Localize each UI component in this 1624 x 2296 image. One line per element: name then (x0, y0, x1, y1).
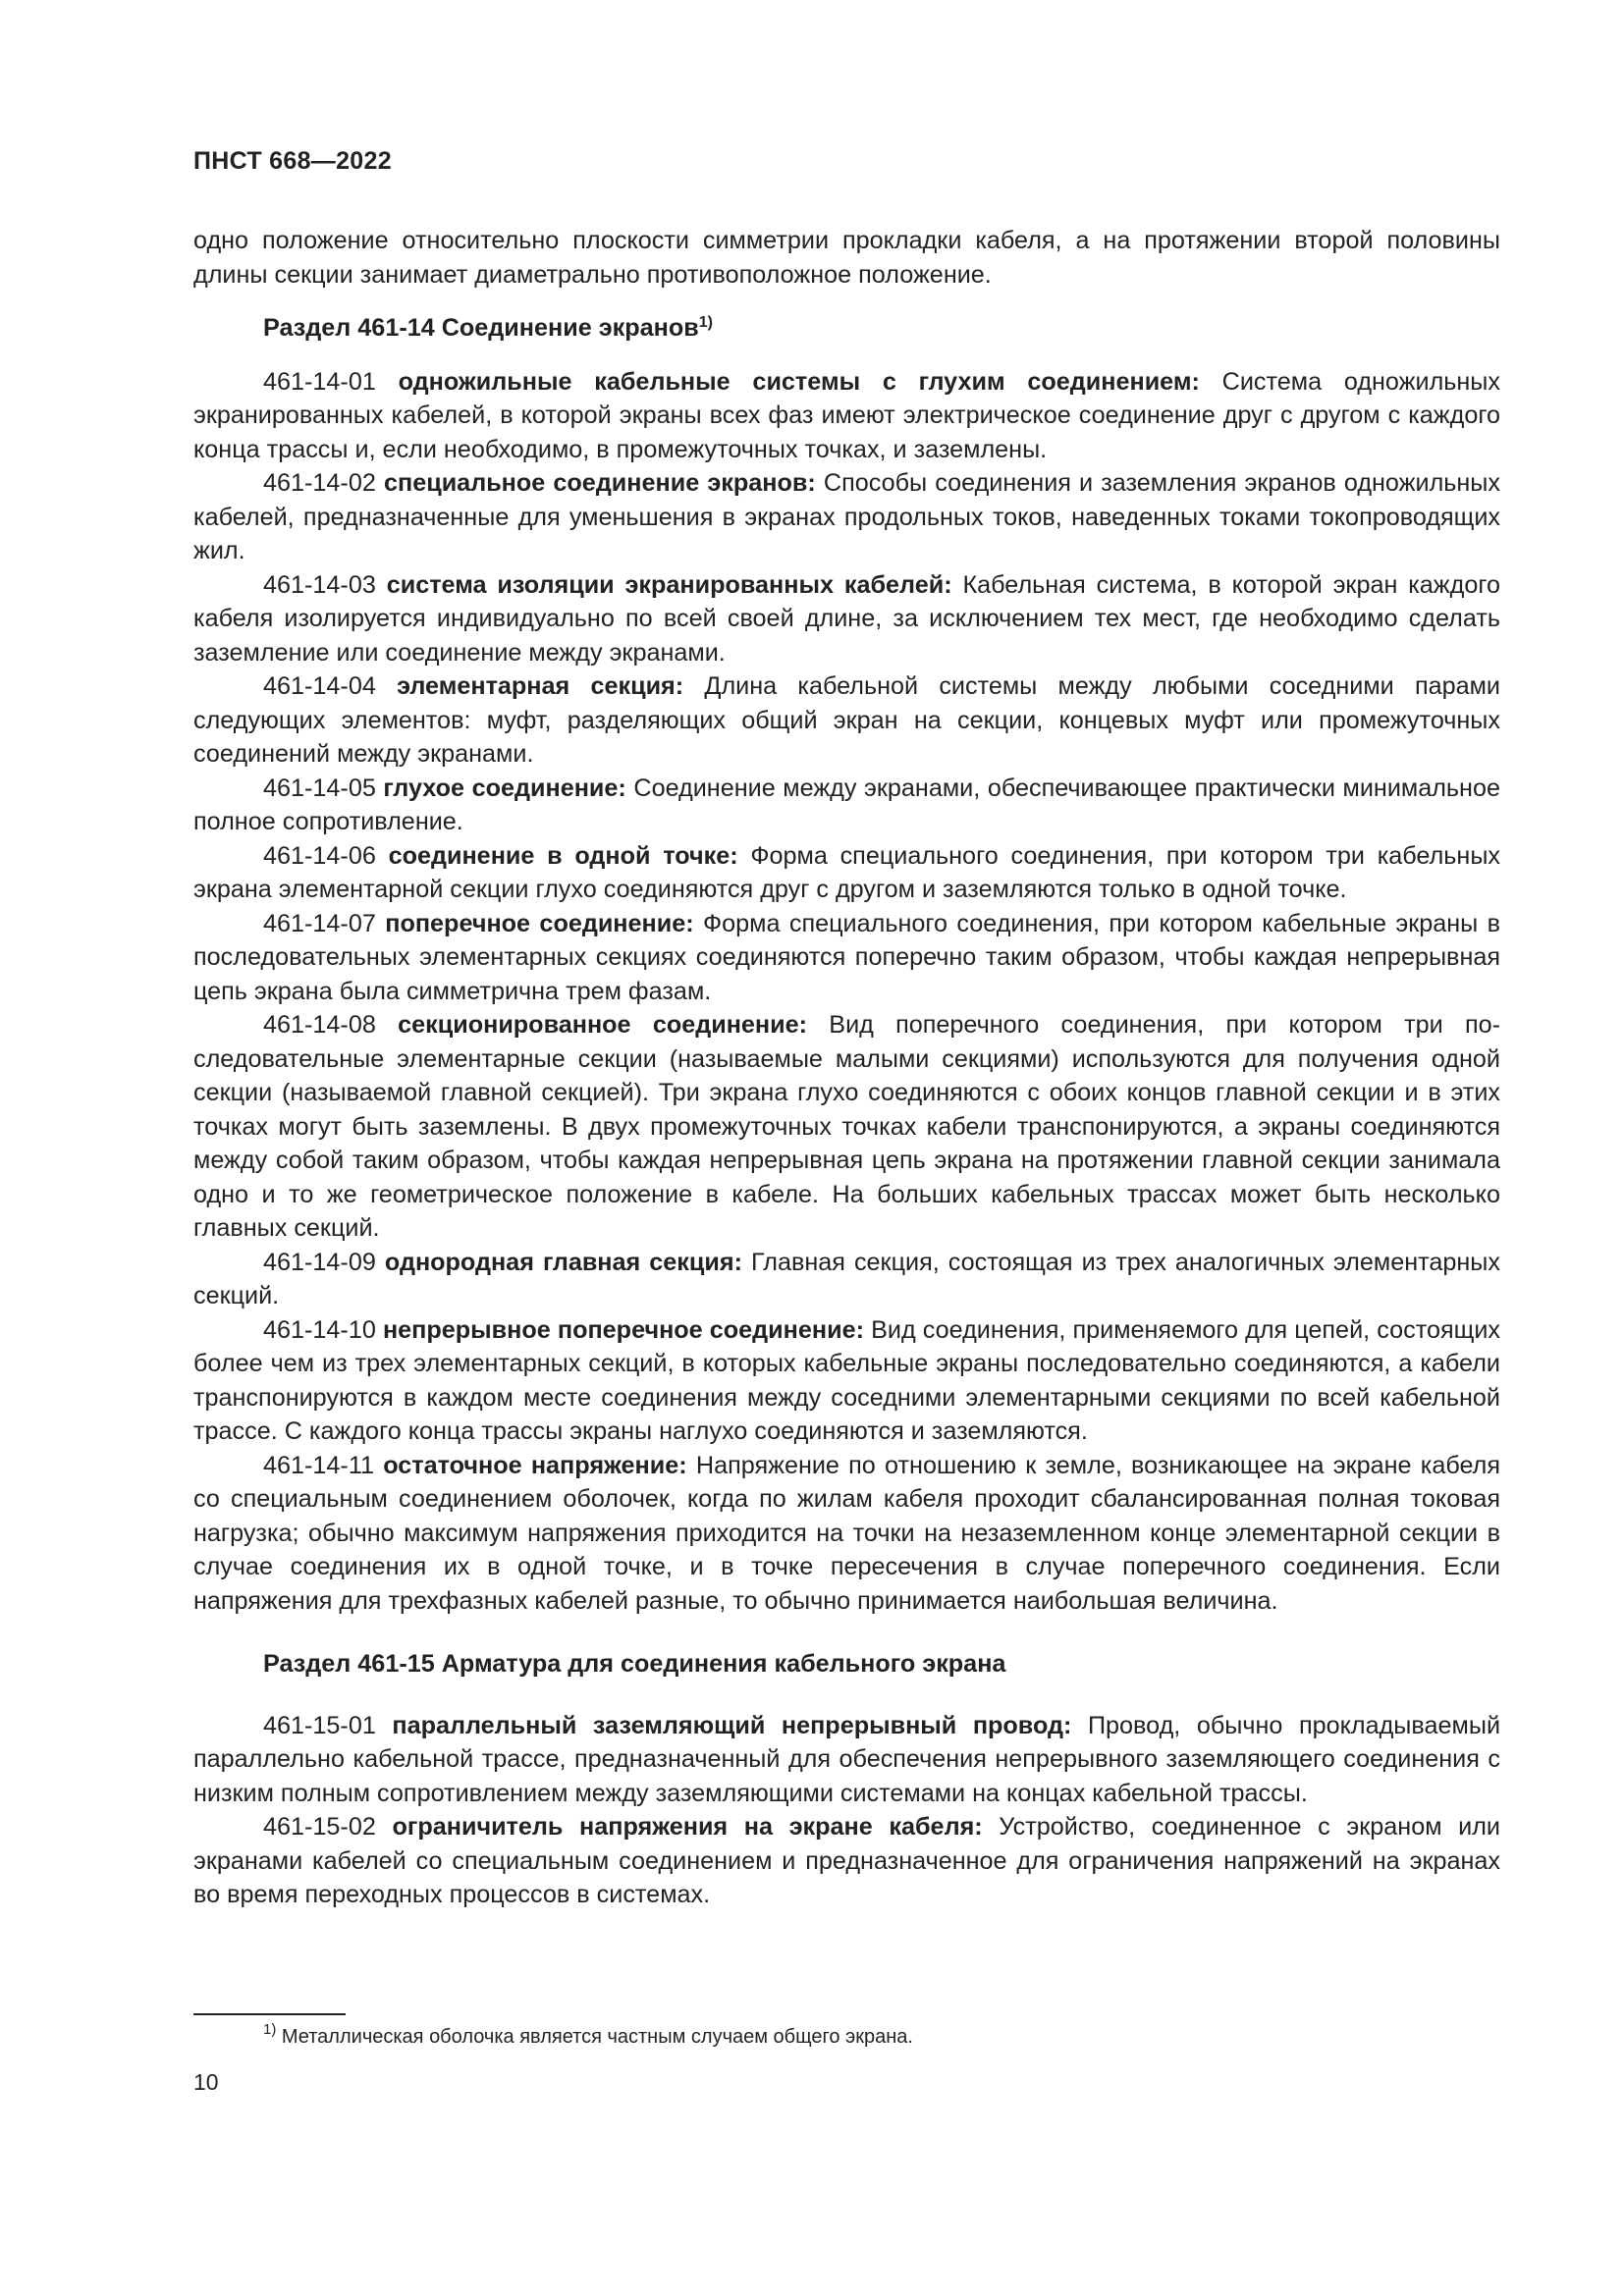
footnote-mark: 1) (263, 2021, 277, 2038)
definition-461-14-10 (193, 1313, 1500, 1449)
entry-term: поперечное соединение: (385, 909, 694, 937)
definition-461-15-02 (193, 1810, 1500, 1912)
footnote-reference: 1) (698, 314, 713, 331)
section-heading-461-15: Раздел 461-15 Арматура для соединения кабельного экрана (263, 1650, 1006, 1678)
entry-term: однородная главная секция: (384, 1248, 742, 1276)
entry-term: специальное соединение экранов: (383, 469, 816, 497)
entry-code: 461-14-09 (263, 1248, 376, 1276)
entry-term: секционированное соединение: (398, 1011, 808, 1039)
page-content (193, 224, 1500, 1912)
entry-code: 461-15-02 (263, 1813, 376, 1841)
entry-term: остаточное напряжение: (383, 1451, 687, 1479)
document-code: ПНСТ 668—2022 (193, 147, 392, 175)
definition-461-14-06 (193, 839, 1500, 907)
definition-461-14-07 (193, 907, 1500, 1009)
entry-definition: Форма специального соединения, при котором кабельные экраны в последовательных элементарных секциях соединяются поперечно таким образом, чтобы каждая непрерывная цепь экрана была симметрична трем фазам. (193, 909, 1501, 1005)
entry-code: 461-14-01 (263, 367, 376, 396)
entry-code: 461-14-08 (263, 1011, 376, 1039)
definition-461-14-09 (193, 1246, 1500, 1313)
definition-461-14-04 (193, 669, 1500, 772)
footnote-separator (193, 2013, 346, 2015)
entry-term: элементарная секция: (397, 672, 684, 700)
entry-code: 461-14-06 (263, 841, 376, 870)
entry-term: одножильные кабельные системы с глухим соединением: (398, 367, 1200, 396)
entry-term: ограничитель напряжения на экране кабеля: (392, 1813, 983, 1841)
entry-definition: Устройство, соединенное с экраном или экранами кабелей со специальным соединением и предназначенное для ограничения напряжений на экранах во время переходных процессов в системах. (193, 1813, 1501, 1908)
entry-code: 461-15-01 (263, 1711, 376, 1739)
entry-code: 461-14-03 (263, 570, 376, 599)
footnote-text: Металлическая оболочка является частным случаем общего экрана. (281, 2026, 913, 2048)
entry-term: система изоляции экранированных кабелей: (386, 570, 952, 599)
entry-term: параллельный заземляющий непрерывный провод: (392, 1711, 1072, 1739)
entry-term: соединение в одной точке: (388, 841, 738, 870)
entry-definition: Кабельная система, в которой экран каждого кабеля изолируется индивидуально по всей своей длине, за исключением тех мест, где необходимо сделать заземление или соединение между экранами. (193, 570, 1501, 667)
entry-code: 461-14-02 (263, 469, 376, 497)
entry-code: 461-14-10 (263, 1315, 376, 1344)
intro-paragraph: одно положение относительно плоскости симметрии прокладки кабеля, а на протяжении второй половины длины секции занимает диаметрально противоположное положение. (193, 227, 1500, 289)
definition-461-14-03 (193, 568, 1500, 670)
entry-definition: Главная секция, состоящая из трех аналогичных элементарных секций. (193, 1248, 1500, 1309)
entry-definition: Вид соединения, применяемого для цепей, состоящих более чем из трех элементарных секций, в которых кабельные экраны последовательно соединяются, а кабели транспонируются в каждом месте соединения между соседними элементарными секциями по всей кабельной трассе. С каждого конца трассы экраны наглухо соединяются и заземляются. (193, 1315, 1500, 1445)
entry-definition: Способы соединения и заземления экранов одножильных кабелей, предназначенные для уменьшения в экранах продольных токов, наведенных токами токопроводящих жил. (193, 469, 1500, 564)
entry-definition: Длина кабельной системы между любыми соседними парами следующих элементов: муфт, разделяющих общий экран на секции, концевых муфт или промежуточных соединений между экранами. (193, 672, 1500, 768)
definition-461-14-01 (193, 365, 1500, 467)
entry-definition: Провод, обычно прокладываемый параллельно кабельной трассе, предназначенный для обеспечения непрерывного заземляющего соединения с низким полным сопротивлением между заземляющими системами на концах кабельной трассы. (193, 1711, 1501, 1807)
entry-definition: Вид поперечного соединения, при котором три последовательные элементарные секции (называемые малыми секциями) используются для получения одной секции (называемой главной секцией). Три экрана глухо соединяются с обоих концов главной секции и в этих точках могут быть заземлены. В двух промежуточных точках кабели транспонируются, а экраны соединяются между собой таким образом, чтобы каждая непрерывная цепь экрана на протяжении главной секции занимала одно и то же геометрическое положение в кабеле. На больших кабельных трассах может быть несколько главных секций. (193, 1011, 1501, 1242)
entry-term: непрерывное поперечное соединение: (382, 1315, 864, 1344)
entry-code: 461-14-07 (263, 909, 376, 937)
definition-461-14-05 (193, 772, 1500, 839)
entry-definition: Соединение между экранами, обеспечивающее практически минимальное полное сопротивление. (193, 774, 1500, 835)
entry-code: 461-14-11 (263, 1451, 374, 1479)
entry-definition: Форма специального соединения, при котором три кабельных экрана элементарной секции глухо соединяются друг с другом и заземляются только в одной точке. (193, 841, 1501, 903)
page-number: 10 (193, 2069, 219, 2095)
footnote (263, 2021, 913, 2050)
entry-definition: Напряжение по отношению к земле, возникающее на экране кабеля со специальным соединением оболочек, когда по жилам кабеля проходит сбалансированная полная токовая нагрузка; обычно максимум напряжения приходится на точки на незаземленном конце элементарной секции в случае соединения их в одной точке, и в точке пересечения в случае поперечного соединения. Если напряжения для трехфазных кабелей разные, то обычно принимается наибольшая величина. (193, 1451, 1500, 1615)
definition-461-15-01 (193, 1709, 1500, 1811)
section-heading-461-14 (193, 311, 1500, 346)
entry-code: 461-14-04 (263, 672, 376, 700)
entry-term: глухое соединение: (383, 774, 626, 802)
section-title: Раздел 461-14 Соединение экранов (263, 314, 699, 342)
definition-461-14-08 (193, 1008, 1500, 1246)
definition-461-14-11 (193, 1449, 1500, 1619)
entry-code: 461-14-05 (263, 774, 376, 802)
definition-461-14-02 (193, 466, 1500, 568)
entry-definition: Система одножильных экранированных кабелей, в которой экраны всех фаз имеют электрическое соединение друг с другом с каждого конца трассы и, если необходимо, в промежуточных точках, и заземлены. (193, 367, 1500, 463)
